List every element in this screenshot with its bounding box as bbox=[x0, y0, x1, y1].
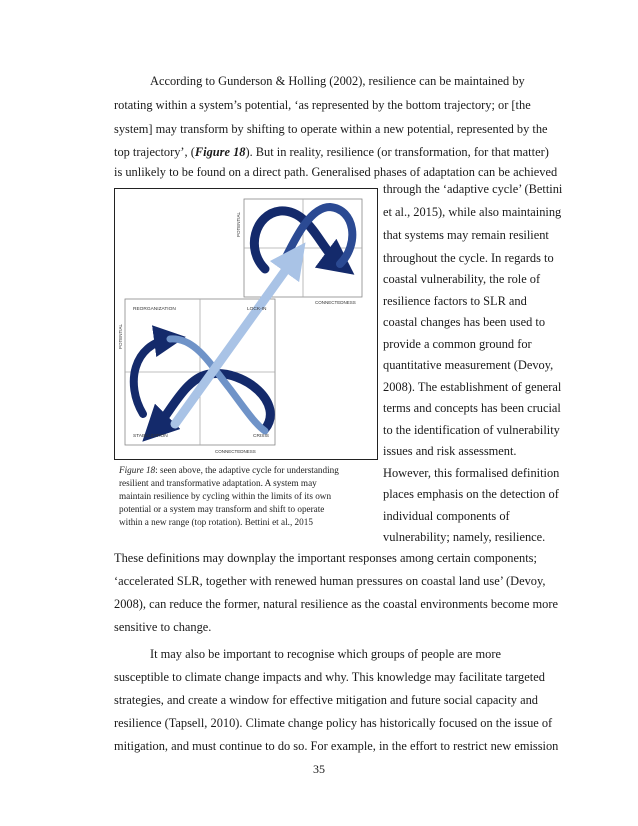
right-line-10: 2008). The establishment of general bbox=[383, 380, 562, 394]
label-connectedness-top: CONNECTEDNESS bbox=[315, 300, 356, 305]
right-line-11: terms and concepts has been crucial bbox=[383, 401, 561, 415]
figure-reference: Figure 18 bbox=[194, 145, 246, 159]
label-potential-bottom: POTENTIAL bbox=[118, 323, 123, 349]
para1-line-4-b: ). But in reality, resilience (or transformation, for that matter) bbox=[245, 145, 549, 159]
right-line-16: individual components of bbox=[383, 509, 510, 523]
right-line-14: However, this formalised definition bbox=[383, 466, 560, 480]
para2-line-5: mitigation, and must continue to do so. For example, in the effort to restrict new emission bbox=[114, 739, 559, 753]
para1-line-1: According to Gunderson & Holling (2002), resilience can be maintained by bbox=[150, 74, 525, 88]
caption-line-1-text: : seen above, the adaptive cycle for understanding bbox=[155, 465, 339, 475]
figure-caption-line-3: maintain resilience by cycling within the limits of its own bbox=[119, 491, 332, 501]
right-line-4: throughout the cycle. In regards to bbox=[383, 251, 554, 265]
label-lockin: LOCK-IN bbox=[247, 307, 267, 312]
cont-line-2: ‘accelerated SLR, together with renewed human pressures on coastal land use’ (Devoy, bbox=[114, 574, 546, 588]
right-line-5: coastal vulnerability, the role of bbox=[383, 272, 541, 286]
label-connectedness-bottom: CONNECTEDNESS bbox=[215, 449, 256, 454]
figure-caption-line-5: within a new range (top rotation). Bettini et al., 2015 bbox=[119, 517, 313, 527]
right-line-7: coastal changes has been used to bbox=[383, 315, 546, 329]
figure-caption-line-1 bbox=[119, 464, 339, 476]
para2-line-2: susceptible to climate change impacts and why. This knowledge may facilitate targeted bbox=[114, 670, 545, 684]
right-line-8: provide a common ground for bbox=[383, 337, 532, 351]
figure-caption-line-2: resilient and transformative adaptation. A system may bbox=[119, 478, 317, 488]
figure-caption-label: Figure 18 bbox=[119, 465, 156, 475]
right-line-17: vulnerability; namely, resilience. bbox=[383, 530, 546, 544]
right-line-9: quantitative measurement (Devoy, bbox=[383, 358, 554, 372]
para1-line-4-a: top trajectory’, ( bbox=[114, 145, 195, 159]
label-crisis: CRISIS bbox=[253, 434, 269, 439]
para2-line-1: It may also be important to recognise which groups of people are more bbox=[150, 647, 501, 661]
label-potential-top: POTENTIAL bbox=[236, 211, 241, 237]
cont-line-1: These definitions may downplay the important responses among certain components; bbox=[114, 551, 537, 565]
cont-line-4: sensitive to change. bbox=[114, 620, 212, 634]
label-reorganization: REORGANIZATION bbox=[133, 307, 176, 312]
para2-line-4: resilience (Tapsell, 2010). Climate change policy has historically focused on the issue of bbox=[114, 716, 553, 730]
para1-line-5: is unlikely to be found on a direct path. Generalised phases of adaptation can be achieved bbox=[114, 165, 558, 179]
right-line-1: through the ‘adaptive cycle’ (Bettini bbox=[383, 182, 563, 196]
para1-line-3: system] may transform by shifting to operate within a new potential, represented by the bbox=[114, 122, 548, 136]
right-line-6: resilience factors to SLR and bbox=[383, 294, 527, 308]
para1-line-2: rotating within a system’s potential, ‘as represented by the bottom trajectory; or [the bbox=[114, 98, 531, 112]
figure-caption-line-4: potential or a system may transform and shift to operate bbox=[119, 504, 325, 514]
para1-line-4 bbox=[114, 145, 549, 160]
right-line-13: issues and risk assessment. bbox=[383, 444, 517, 458]
para2-line-3: strategies, and create a window for effective mitigation and future social capacity and bbox=[114, 693, 538, 707]
right-line-3: that systems may remain resilient bbox=[383, 228, 549, 242]
page-number: 35 bbox=[313, 762, 325, 776]
adaptive-cycle-diagram bbox=[115, 189, 377, 459]
right-line-2: et al., 2015), while also maintaining bbox=[383, 205, 562, 219]
label-stabilization: STABILIZATION bbox=[133, 434, 168, 439]
right-line-15: places emphasis on the detection of bbox=[383, 487, 559, 501]
adaptive-cycle-figure bbox=[114, 188, 378, 460]
cont-line-3: 2008), can reduce the former, natural resilience as the coastal environments become more bbox=[114, 597, 558, 611]
right-line-12: to the identification of vulnerability bbox=[383, 423, 560, 437]
